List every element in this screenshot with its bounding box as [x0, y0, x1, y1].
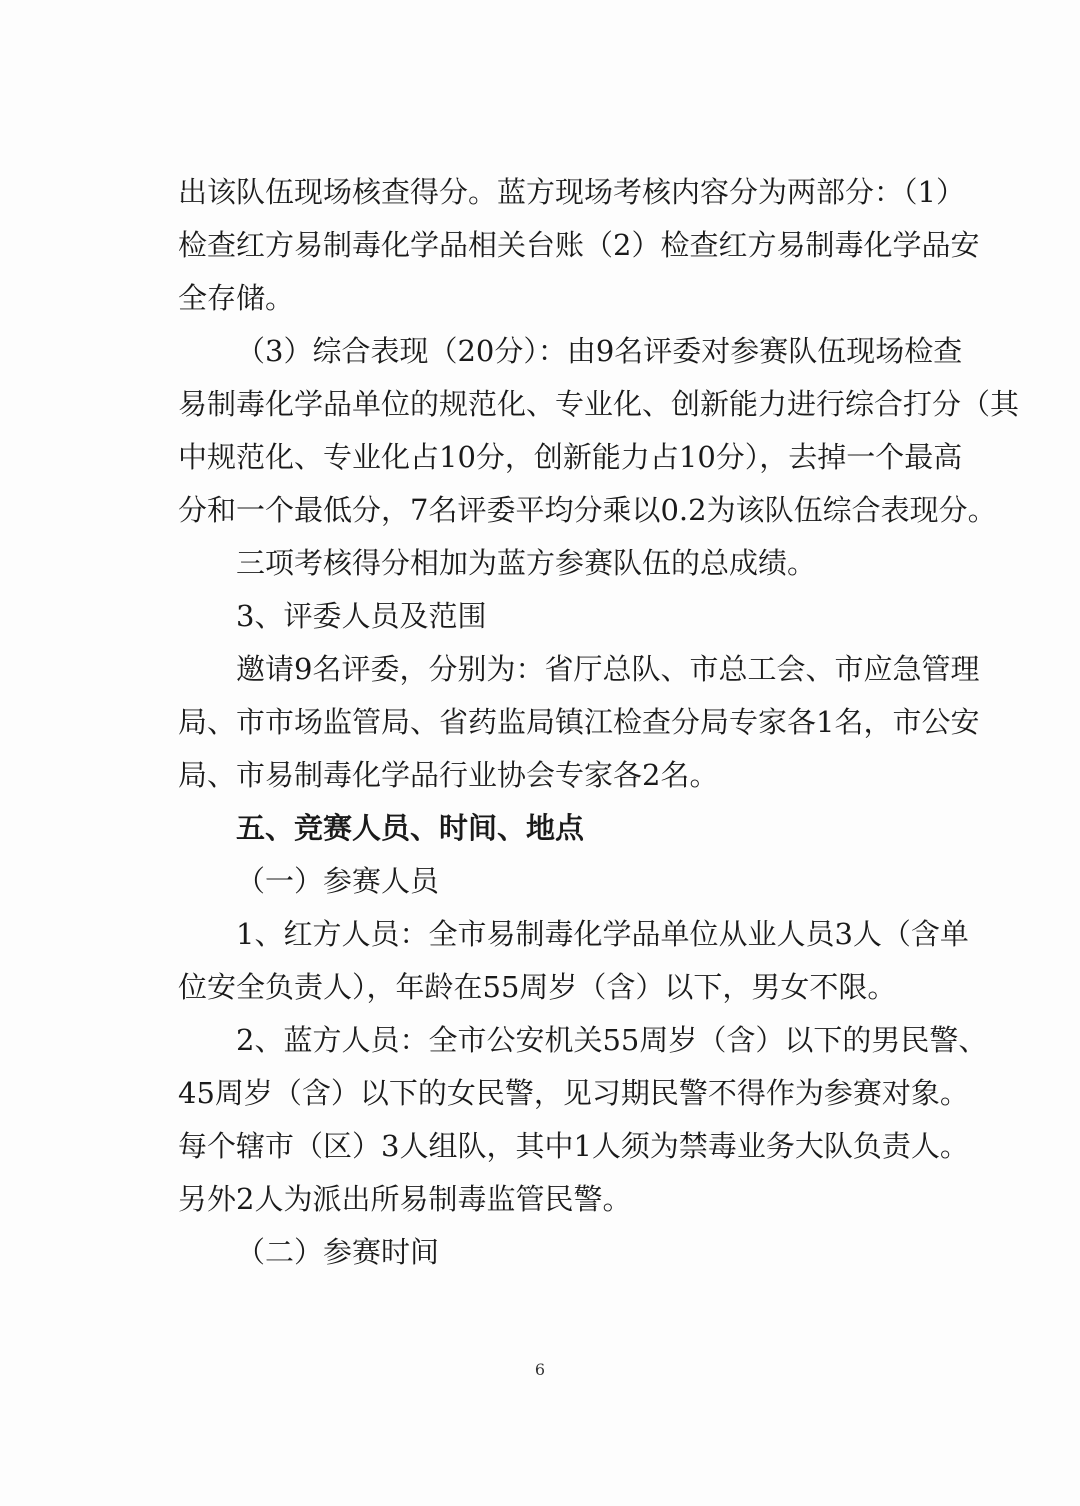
text-line: 全存储。 — [178, 281, 295, 315]
page-number: 6 — [534, 1360, 546, 1379]
text-line: 检查红方易制毒化学品相关台账（2）检查红方易制毒化学品安 — [178, 228, 980, 262]
document-body — [178, 166, 1020, 1279]
text-line: 每个辖市（区）3人组队，其中1人须为禁毒业务大队负责人。 — [178, 1129, 969, 1163]
text-line: 45周岁（含）以下的女民警，见习期民警不得作为参赛对象。 — [178, 1076, 969, 1110]
section-heading: （一）参赛人员 — [236, 864, 440, 898]
text-line: 局、市易制毒化学品行业协会专家各2名。 — [178, 758, 719, 792]
text-line: （3）综合表现（20分）：由9名评委对参赛队伍现场检查 — [236, 334, 963, 368]
chapter-heading: 五、竞赛人员、时间、地点 — [236, 811, 585, 845]
section-heading: 3、评委人员及范围 — [236, 599, 487, 633]
text-line: 1、红方人员：全市易制毒化学品单位从业人员3人（含单 — [236, 917, 969, 951]
text-line: 位安全负责人），年龄在55周岁（含）以下，男女不限。 — [178, 970, 897, 1004]
text-line: 分和一个最低分，7名评委平均分乘以0.2为该队伍综合表现分。 — [178, 493, 997, 527]
text-line: 出该队伍现场核查得分。蓝方现场考核内容分为两部分：（1） — [178, 175, 965, 209]
text-line: 2、蓝方人员：全市公安机关55周岁（含）以下的男民警、 — [236, 1023, 988, 1057]
section-heading: （二）参赛时间 — [236, 1235, 440, 1269]
text-line: 邀请9名评委，分别为：省厅总队、市总工会、市应急管理 — [236, 652, 980, 686]
text-line: 三项考核得分相加为蓝方参赛队伍的总成绩。 — [236, 546, 817, 580]
text-line: 局、市市场监管局、省药监局镇江检查分局专家各1名，市公安 — [178, 705, 980, 739]
text-line: 另外2人为派出所易制毒监管民警。 — [178, 1182, 632, 1216]
text-line: 易制毒化学品单位的规范化、专业化、创新能力进行综合打分（其 — [178, 387, 1020, 421]
text-line: 中规范化、专业化占10分，创新能力占10分），去掉一个最高 — [178, 440, 963, 474]
